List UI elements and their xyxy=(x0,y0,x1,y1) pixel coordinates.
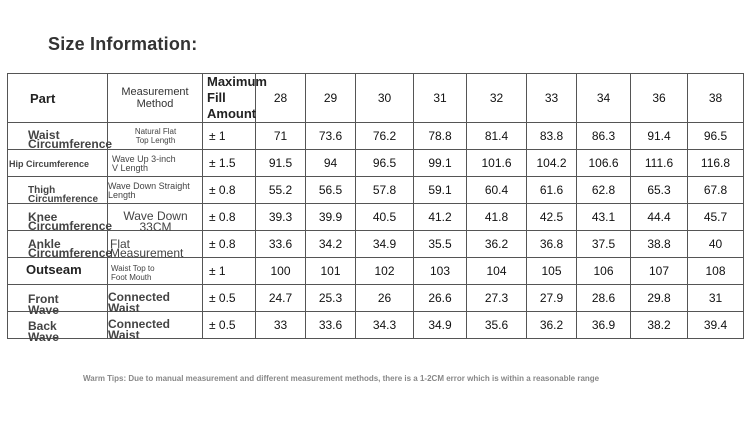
value-cell: 96.5 xyxy=(356,150,414,177)
value-cell: 59.1 xyxy=(414,177,467,204)
part-label: Back Wave xyxy=(28,319,59,344)
value-cell: 107 xyxy=(631,258,688,285)
table-row xyxy=(8,285,744,312)
value-cell: 26.6 xyxy=(414,285,467,312)
value-cell: 34.3 xyxy=(356,312,414,339)
part-label: Thigh Circumference xyxy=(28,185,99,205)
header-size: 33 xyxy=(527,74,577,123)
value-cell: 83.8 xyxy=(527,123,577,150)
value-cell: 33 xyxy=(256,312,306,339)
value-cell: 101.6 xyxy=(467,150,527,177)
header-row xyxy=(8,74,744,123)
method-label: Waist Top to Foot Mouth xyxy=(111,264,155,282)
tolerance-cell: ± 0.5 xyxy=(203,285,256,312)
value-cell: 36.9 xyxy=(577,312,631,339)
header-size: 34 xyxy=(577,74,631,123)
size-table xyxy=(7,73,744,344)
tolerance-cell: ± 1 xyxy=(203,258,256,285)
value-cell: 102 xyxy=(356,258,414,285)
value-cell: 108 xyxy=(688,258,744,285)
value-cell: 44.4 xyxy=(631,204,688,231)
value-cell: 43.1 xyxy=(577,204,631,231)
value-cell: 26 xyxy=(356,285,414,312)
part-label: Outseam xyxy=(26,262,82,277)
value-cell: 62.8 xyxy=(577,177,631,204)
value-cell: 56.5 xyxy=(306,177,356,204)
header-size: 38 xyxy=(688,74,744,123)
table-row xyxy=(8,231,744,258)
header-size: 31 xyxy=(414,74,467,123)
value-cell: 28.6 xyxy=(577,285,631,312)
table-row xyxy=(8,258,744,285)
value-cell: 96.5 xyxy=(688,123,744,150)
value-cell: 60.4 xyxy=(467,177,527,204)
header-size: 32 xyxy=(467,74,527,123)
value-cell: 42.5 xyxy=(527,204,577,231)
value-cell: 41.8 xyxy=(467,204,527,231)
tolerance-cell: ± 1.5 xyxy=(203,150,256,177)
value-cell: 55.2 xyxy=(256,177,306,204)
value-cell: 94 xyxy=(306,150,356,177)
header-size: 30 xyxy=(356,74,414,123)
value-cell: 99.1 xyxy=(414,150,467,177)
value-cell: 57.8 xyxy=(356,177,414,204)
value-cell: 33.6 xyxy=(256,231,306,258)
value-cell: 37.5 xyxy=(577,231,631,258)
part-label: Knee Circumference xyxy=(28,210,113,233)
tolerance-cell: ± 0.8 xyxy=(203,204,256,231)
value-cell: 106 xyxy=(577,258,631,285)
tolerance-cell: ± 0.8 xyxy=(203,231,256,258)
page-title: Size Information: xyxy=(48,34,198,54)
header-method: Measurement Method xyxy=(121,86,189,110)
value-cell: 105 xyxy=(527,258,577,285)
header-max-fill: Maximum Fill Amount xyxy=(207,74,267,121)
part-label: Front Wave xyxy=(28,292,59,317)
method-label: Wave Up 3-inch V Length xyxy=(112,154,176,173)
value-cell: 67.8 xyxy=(688,177,744,204)
value-cell: 76.2 xyxy=(356,123,414,150)
value-cell: 86.3 xyxy=(577,123,631,150)
value-cell: 36.8 xyxy=(527,231,577,258)
value-cell: 101 xyxy=(306,258,356,285)
part-label: Waist Circumference xyxy=(28,128,113,151)
value-cell: 39.4 xyxy=(688,312,744,339)
value-cell: 40.5 xyxy=(356,204,414,231)
value-cell: 33.6 xyxy=(306,312,356,339)
value-cell: 35.6 xyxy=(467,312,527,339)
value-cell: 40 xyxy=(688,231,744,258)
value-cell: 71 xyxy=(256,123,306,150)
table-row xyxy=(8,204,744,231)
method-label: Flat Measurement xyxy=(110,237,184,260)
value-cell: 31 xyxy=(688,285,744,312)
value-cell: 27.9 xyxy=(527,285,577,312)
value-cell: 24.7 xyxy=(256,285,306,312)
value-cell: 61.6 xyxy=(527,177,577,204)
part-label: Ankle Circumference xyxy=(28,237,113,260)
value-cell: 78.8 xyxy=(414,123,467,150)
value-cell: 39.3 xyxy=(256,204,306,231)
value-cell: 104 xyxy=(467,258,527,285)
method-label: Connected Waist xyxy=(108,317,171,342)
value-cell: 36.2 xyxy=(467,231,527,258)
value-cell: 29.8 xyxy=(631,285,688,312)
method-label: Connected Waist xyxy=(108,290,171,315)
value-cell: 38.8 xyxy=(631,231,688,258)
part-label: Hip Circumference xyxy=(9,159,90,169)
value-cell: 34.9 xyxy=(414,312,467,339)
header-size: 28 xyxy=(256,74,306,123)
value-cell: 73.6 xyxy=(306,123,356,150)
value-cell: 116.8 xyxy=(688,150,744,177)
value-cell: 100 xyxy=(256,258,306,285)
value-cell: 27.3 xyxy=(467,285,527,312)
method-label: Wave Down 33CM xyxy=(123,209,188,234)
value-cell: 34.2 xyxy=(306,231,356,258)
tolerance-cell: ± 0.5 xyxy=(203,312,256,339)
tolerance-cell: ± 1 xyxy=(203,123,256,150)
value-cell: 39.9 xyxy=(306,204,356,231)
method-label: Natural Flat Top Length xyxy=(134,127,177,145)
value-cell: 38.2 xyxy=(631,312,688,339)
header-size: 29 xyxy=(306,74,356,123)
value-cell: 103 xyxy=(414,258,467,285)
value-cell: 81.4 xyxy=(467,123,527,150)
value-cell: 41.2 xyxy=(414,204,467,231)
value-cell: 36.2 xyxy=(527,312,577,339)
value-cell: 91.5 xyxy=(256,150,306,177)
value-cell: 34.9 xyxy=(356,231,414,258)
value-cell: 35.5 xyxy=(414,231,467,258)
value-cell: 104.2 xyxy=(527,150,577,177)
value-cell: 91.4 xyxy=(631,123,688,150)
method-label: Wave Down Straight Length xyxy=(108,181,190,200)
value-cell: 111.6 xyxy=(631,150,688,177)
warm-tips: Warm Tips: Due to manual measurement and different measurement methods, there is a 1-2CM error which is within a reasonable range xyxy=(83,374,600,383)
table-row xyxy=(8,150,744,177)
value-cell: 45.7 xyxy=(688,204,744,231)
value-cell: 65.3 xyxy=(631,177,688,204)
value-cell: 106.6 xyxy=(577,150,631,177)
tolerance-cell: ± 0.8 xyxy=(203,177,256,204)
header-part: Part xyxy=(30,90,56,106)
table-row xyxy=(8,312,744,339)
value-cell: 25.3 xyxy=(306,285,356,312)
table-row xyxy=(8,177,744,204)
table-row xyxy=(8,123,744,150)
header-size: 36 xyxy=(631,74,688,123)
